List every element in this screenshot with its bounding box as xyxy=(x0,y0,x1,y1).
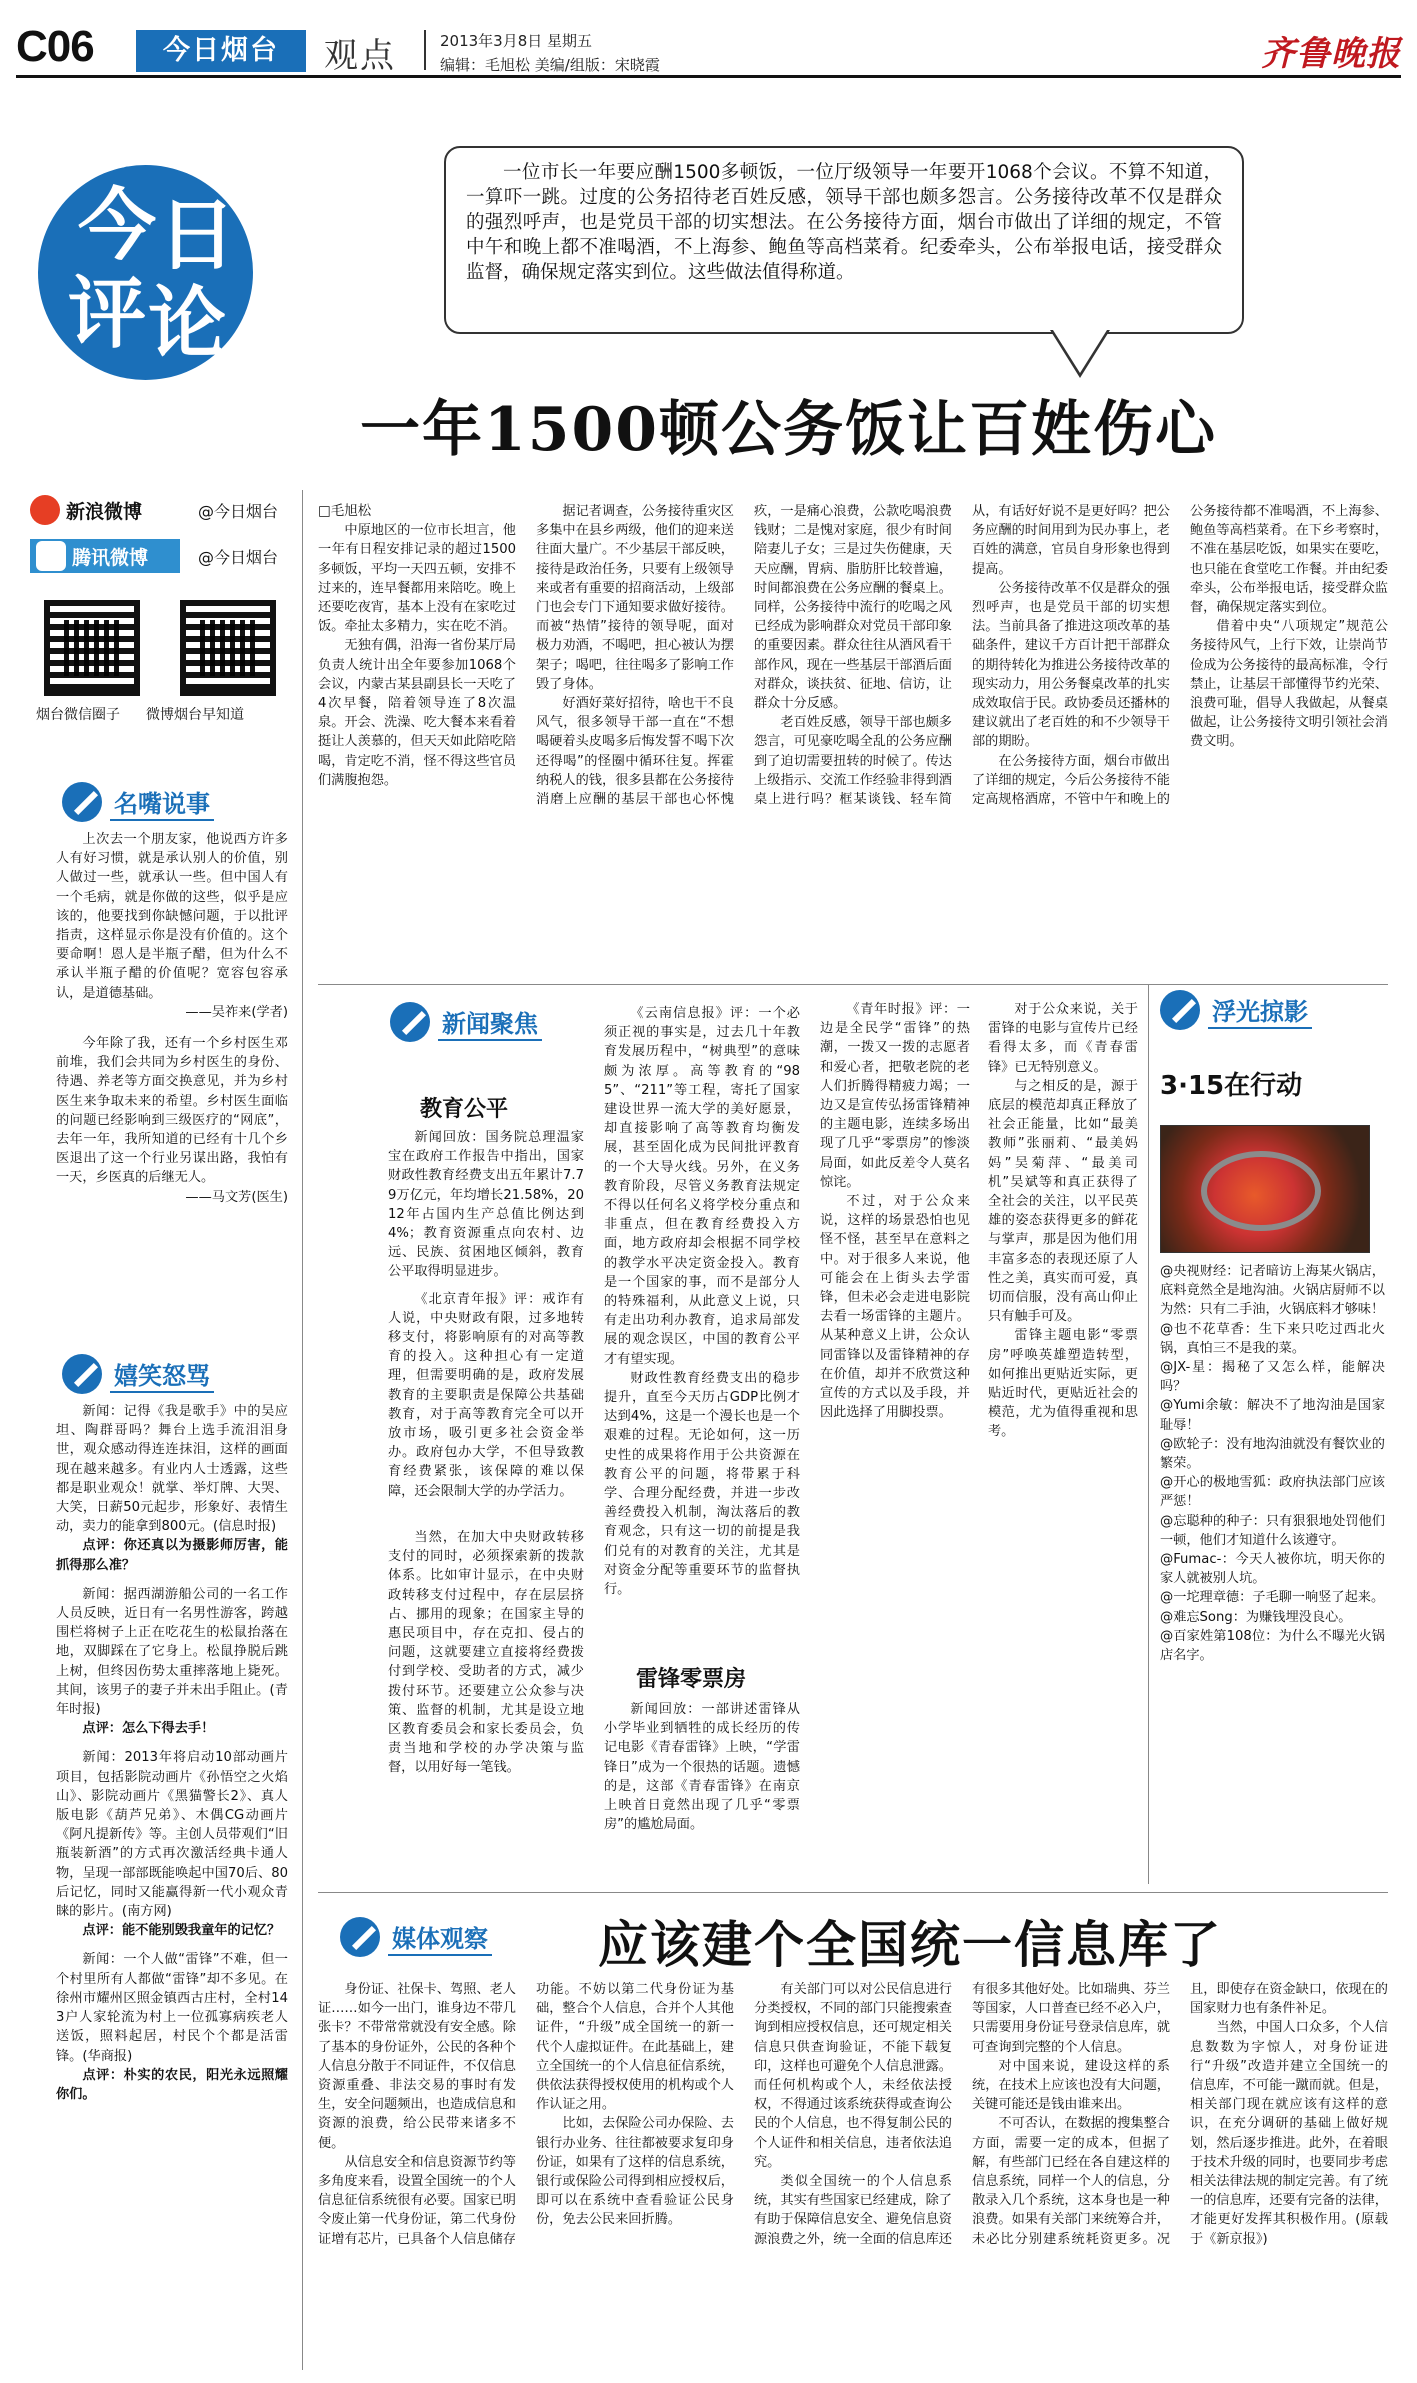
xixiao-column xyxy=(56,1402,288,2362)
article-paragraph: 不可否认，在数据的搜集整合方面，需要一定的成本，但据了解，有些部门已经在各自建这样的信息系统，同样一个人的信息，分散录入几个系统，这本身也是一种浪费。如果有关部门来统筹合并，未必比分别建系统耗资更多。况且，即使存在资金缺口，依现在的国家财力也有条件补足。 xyxy=(972,1982,1388,2247)
section-divider xyxy=(424,30,426,70)
weibo-comment: @Yumi余敏：解决不了地沟油是国家耻辱！ xyxy=(1160,1398,1385,1433)
tag-meiti xyxy=(340,1915,492,1959)
page-number: C06 xyxy=(16,22,94,71)
section-sub-label: 观点 xyxy=(324,36,396,76)
pen-icon xyxy=(62,782,102,822)
article-paragraph: 好酒好菜好招待，啥也干不良风气，很多领导干部一直在“不想喝硬着头皮喝多后悔发誓不喝下次还得喝”的怪圈中循环往复。挥霍纳税人的钱，很多县都在公务接待消磨上应酬的基层干部也心怀愧疚，一是痛心浪费，公款吃喝浪费钱财；二是愧对家庭，很少有时间陪妻儿子女；三是过失伤健康，天天应酬，胃病、脂肪肝比较普遍，时间都浪费在公务应酬的餐桌上。同样，公务接待中流行的吃喝之风已经成为影响群众对党员干部印象的重要因素。群众往往从酒风看干部作风，现在一些基层干部酒后面对群众，谈扶贫、征地、信访，让群众十分反感。 xyxy=(536,504,952,808)
logo-char: 今 xyxy=(78,180,157,271)
weibo-comment: @欧轮子：没有地沟油就没有餐饮业的繁荣。 xyxy=(1160,1436,1385,1472)
weibo-comment: @百家姓第108位：为什么不曝光火锅店名字。 xyxy=(1160,1628,1385,1664)
tag-label: 嬉笑怒骂 xyxy=(110,1356,214,1393)
article-paragraph: 借着中央“八项规定”规范公务接待风气，上行下效，让崇尚节俭成为公务接待的最高标准，令行禁止，让基层干部懂得节约光荣、浪费可耻，倡导人我做起，从餐桌做起，让公务接待文明引领社会消费文明。 xyxy=(1190,619,1388,750)
weibo-comment: @开心的极地雪狐：政府执法部门应该严惩！ xyxy=(1160,1475,1385,1510)
quote-source: ——马文芳(医生) xyxy=(185,1189,288,1205)
logo-char: 日 xyxy=(158,190,237,281)
xinwen-column-2 xyxy=(604,1004,800,1654)
paper-logo: 齐鲁晚报 xyxy=(1261,34,1401,74)
subhead-leifeng: 雷锋零票房 xyxy=(636,1667,747,1692)
sina-weibo-name: 新浪微博 xyxy=(66,500,143,523)
tag-xixiao xyxy=(62,1352,214,1396)
news-comment: 点评：能不能别毁我童年的记忆？ xyxy=(82,1923,281,1939)
qr-code-icon[interactable] xyxy=(180,600,276,696)
article-paragraph: 有关部门可以对公民信息进行分类授权，不同的部门只能搜索查询到相应授权信息，还可规定相关信息只供查询验证，不能下载复印，这样也可避免个人信息泄露。而任何机构或个人，未经依法授权，不得通过该系统获得或查询公民的个人信息，也不得复制公民的个人证件和相关信息，违者依法追究。 xyxy=(754,1982,952,2170)
qr-labels xyxy=(30,704,300,724)
tencent-weibo-logo xyxy=(30,539,180,573)
section-label: 今日烟台 xyxy=(136,30,306,72)
bubble-tail-inner xyxy=(1053,330,1107,373)
subhead-education: 教育公平 xyxy=(420,1097,509,1122)
article-byline: □毛旭松 xyxy=(318,503,372,519)
hotpot-photo xyxy=(1160,1125,1370,1253)
news-item: 新闻：据西湖游船公司的一名工作人员反映，近日有一名男性游客，跨越围栏将树子上正在吃花生的松鼠抬落在地，双脚踩在了它身上。松鼠挣脱后跳上树，但终因伤势太重摔落地上毙死。其间，该男子的妻子并未出手阻止。(青年时报) xyxy=(56,1586,288,1718)
quote-text: 今年除了我，还有一个乡村医生邓前堆，我们会共同为乡村医生的身份、待遇、养老等方面交换意见，并为乡村医生来争取未来的希望。乡村医生面临的问题已经影响到三级医疗的“网底”，去年一年，我所知道的已经有十几个乡医退出了这一个行业另谋出路，我怕有一天，乡医真的后继无人。 xyxy=(56,1036,288,1186)
review-paragraph: 财政性教育经费支出的稳步提升，直至今天历占GDP比例才达到4%，这是一个漫长也是一个艰难的过程。无论如何，这一历史性的成果将作用于公共资源在教育公平的问题，将带累于科学、合理分配经费，并进一步改善经费投入机制，淘汰落后的教育观念，只有这一切的前提是我们兑有的对教育的关注，尤其是对资金分配等重要环节的监督执行。 xyxy=(604,1370,800,1598)
xinwen-column-1 xyxy=(388,1128,584,1528)
article-paragraph: 据记者调查，公务接待重灾区多集中在县乡两级，他们的迎来送往面大量广。不少基层干部反映，接待是政治任务，只要有上级领导来或者有重要的招商活动，上级部门也会专门下通知要求做好接待。而被“热情”接待的领导呢，面对极力劝酒，不喝吧，担心被认为摆架子；喝吧，往往喝多了影响工作毁了身体。 xyxy=(536,504,734,692)
news-comment: 点评：朴实的农民，阳光永远照耀你们。 xyxy=(56,2067,288,2102)
review-paragraph: 不过，对于公众来说，这样的场景恐怕也见怪不怪，甚至早在意料之中。对于很多人来说，他可能会在上街头去学雷锋，但未必会走进电影院去看一场雷锋的主题片。从某种意义上讲，公众认同雷锋以及雷锋精神的存在价值，却并不欣赏这种宣传的方式以及手段，并因此选择了用脚投票。 xyxy=(820,1194,970,1421)
article-paragraph: 中原地区的一位市长坦言，他一年有日程安排记录的超过1500多顿饭，平均一天四五顿，安排不过来的，连早餐都用来陪吃。晚上还要吃夜宵，基本上没有在家吃过饭。牵扯太多精力，实在吃不消。 xyxy=(318,523,516,635)
weibo-comments-list xyxy=(1160,1262,1385,1882)
pen-icon xyxy=(340,1917,380,1957)
meiti-article-body xyxy=(318,1980,1388,2370)
news-comment: 点评：你还真以为摄影师厉害，能抓得那么准？ xyxy=(56,1538,288,1573)
pot-shape xyxy=(1201,1151,1321,1231)
tencent-weibo-icon xyxy=(36,541,66,571)
review-paragraph: 《云南信息报》评：一个必须正视的事实是，过去几十年教育发展历程中，“树典型”的意味颇为浓厚。高等教育的“985”、“211”等工程，寄托了国家建设世界一流大学的美好愿景，却直接影响了高等教育均衡发展，甚至固化成为民间批评教育的一个大导火线。另外，在义务教育阶段，尽管义务教育法规定不得以任何名义将学校分重点和非重点，但在教育经费投入方面，地方政府却会根据不同学校的教学水平决定资金投入。教育是一个国家的事，而不是部分人的特殊福利，从此意义上说，只有走出功利办教育，追求局部发展的观念误区，中国的教育公平才有望实现。 xyxy=(604,1006,800,1367)
column-logo xyxy=(38,165,253,380)
article-paragraph: 对中国来说，建设这样的系统，在技术上应该也没有大问题，关键可能还是钱由谁来出。 xyxy=(972,2058,1170,2113)
mingzui-column xyxy=(56,830,288,1340)
masthead xyxy=(16,20,1401,78)
qr-label: 微博烟台早知道 xyxy=(146,707,244,723)
review-paragraph: 对于公众来说，关于雷锋的电影与宣传片已经看得太多，而《青春雷锋》已无特别意义。 xyxy=(988,1002,1138,1075)
weibo-comment: @忘聪种的种子：只有狠狠地处罚他们一顿，他们才知道什么该遵守。 xyxy=(1160,1513,1385,1548)
tag-fuguang xyxy=(1160,988,1312,1032)
weibo-comment: @难忘Song：为赚钱埋没良心。 xyxy=(1160,1609,1352,1625)
xinwen-column-3 xyxy=(820,1000,1138,1880)
article-paragraph: 无独有偶，沿海一省份某厅局负责人统计出全年要参加1068个会议，内蒙古某县副县长一天吃了4次早餐，陪着领导连了8次温泉。开会、洗澡、吃大餐本来看着挺让人羡慕的，但天天如此陪吃陪喝，肯定吃不消，怪不得这些官员们满腹抱怨。 xyxy=(318,638,516,788)
editor-line: 编辑：毛旭松 美编/组版：宋晓霞 xyxy=(440,56,660,74)
article-paragraph: 老百姓反感，领导干部也颇多怨言，可见豪吃喝全乱的公务应酬到了迫切需要扭转的时候了。传达上级指示、交流工作经验非得到酒桌上进行吗？框某谈钱、轻车简从，有话好好说不是更好吗？把公务应酬的时间用到为民办事上，老百姓的满意，官员自身形象也得到提高。 xyxy=(754,504,1170,808)
xinwen-column-2b xyxy=(604,1700,800,1880)
sina-weibo-icon xyxy=(30,495,60,525)
news-replay: 新闻回放：国务院总理温家宝在政府工作报告中指出，国家财政性教育经费支出五年累计7.79万亿元，年均增长21.58%，2012年占国内生产总值比例达到4%；教育资源重点向农村、边远、民族、贫困地区倾斜，教育公平取得明显进步。 xyxy=(388,1130,584,1280)
pen-icon xyxy=(1160,990,1200,1030)
pen-icon xyxy=(390,1002,430,1042)
lead-summary-bubble: 一位市长一年要应酬1500多顿饭，一位厅级领导一年要开1068个会议。不算不知道，一算吓一跳。过度的公务招待老百姓反感，领导干部也颇多怨言。公务接待改革不仅是群众的强烈呼声，也是党员干部的切实想法。在公务接待方面，烟台市做出了详细的规定，不管中午和晚上都不准喝酒，不上海参、鲍鱼等高档菜肴。纪委牵头，公布举报电话，接受群众监督，确保规定落实到位。这些做法值得称道。 xyxy=(444,146,1244,334)
tag-label: 新闻聚焦 xyxy=(438,1004,542,1041)
tencent-weibo-name: 腾讯微博 xyxy=(72,546,149,569)
weibo-row-sina[interactable] xyxy=(30,490,300,530)
section-divider-line xyxy=(318,984,1388,985)
news-item: 新闻：一个人做“雷锋”不难，但一个村里所有人都做“雷锋”却不多见。在徐州市耀州区照金镇西古庄村，全村143户人家轮流为村上一位孤寡病疾老人送饭，照料起居，村民个个都是活雷锋。(华商报) xyxy=(56,1952,288,2064)
article-paragraph: 在公务接待方面，烟台市做出了详细的规定，今后公务接待不能定高规格酒席，不管中午和晚上的公务接待都不准喝酒，不上海参、鲍鱼等高档菜肴。在下乡考察时，不准在基层吃饭，如果实在要吃，也只能在食堂吃工作餐。并由纪委牵头，公布举报电话，接受群众监督，确保规定落实到位。 xyxy=(972,504,1388,808)
tag-mingzui xyxy=(62,780,214,824)
logo-char: 论 xyxy=(148,278,227,369)
article-paragraph: 身份证、社保卡、驾照、老人证……如今一出门，谁身边不带几张卡？不带常常就没有安全感。除了基本的身份证外，公民的各种个人信息分散于不同证件，不仅信息资源重叠、非法交易的事时有发生，安全问题频出，也造成信息和资源的浪费，给公民带来诸多不便。 xyxy=(318,1982,516,2151)
column-divider xyxy=(1148,984,1149,1884)
news-replay: 新闻回放：一部讲述雷锋从小学毕业到牺牲的成长经历的传记电影《青春雷锋》上映，“学雷锋日”成为一个很热的话题。遗憾的是，这部《青春雷锋》在南京上映首日竟然出现了几乎“零票房”的尴尬局面。 xyxy=(604,1702,800,1833)
quote-source: ——吴祚来(学者) xyxy=(185,1004,288,1020)
article-paragraph: 当然，中国人口众多，个人信息数数为字惊人，对身份证进行“升级”改造并建立全国统一的信息库，不可能一蹴而就。但是，相关部门现在就应该有这样的意识，在充分调研的基础上做好规划，然后逐步推进。此外，在着眼于技术升级的同时，也要同步考虑相关法律法规的制定完善。有了统一的信息库，还要有完备的法律，才能更好发挥其积极作用。(原载于《新京报》) xyxy=(1190,2020,1388,2247)
review-paragraph: 《北京青年报》评：戒诈有人说，中央财政有限，过多地转移支付，将影响原有的对高等教育的投入。这种担心有一定道理，但需要明确的是，政府发展教育的主要职责是保障公共基础教育，对于高等教育完全可以开放市场，吸引更多社会资金举办。政府包办大学，不但导致教育经费紧张，该保障的难以保障，还会限制大学的办学活力。 xyxy=(388,1291,584,1499)
column-divider xyxy=(302,490,303,2370)
news-item: 新闻：记得《我是歌手》中的吴应坦、陶群哥吗？舞台上选手流泪泪身世，观众感动得连连抹泪，这样的画面现在越来越多。有业内人士透露，这些都是职业观众！就掌、举灯牌、大哭、大笑，日薪50元起步，形象好、表情生动，卖力的能拿到800元。(信息时报) xyxy=(56,1404,288,1535)
second-headline: 应该建个全国统一信息库了 xyxy=(598,1915,1222,1974)
qr-label: 烟台微信圈子 xyxy=(36,707,120,723)
fuguang-title: 3·15在行动 xyxy=(1160,1071,1303,1101)
weibo-comment: @一坨理章德：子毛聊一响竖了起来。 xyxy=(1160,1590,1385,1606)
tencent-weibo-handle: @今日烟台 xyxy=(198,547,279,567)
weibo-comment: @央视财经：记者暗访上海某火锅店，底料竟然全是地沟油。火锅店厨师不以为然：只有二手油，火锅底料才够味！ xyxy=(1160,1264,1385,1318)
social-sidebar xyxy=(30,490,300,724)
pen-icon xyxy=(62,1354,102,1394)
article-paragraph: 从信息安全和信息资源节约等多角度来看，设置全国统一的个人信息征信系统很有必要。国家已明令废止第一代身份证，第二代身份证增有芯片，已具备个人信息储存功能。不妨以第二代身份证为基础，整合个人信息，合并个人其他证件，“升级”成全国统一的新一代个人虚拟证件。在此基础上，建立全国统一的个人信息征信系统，供依法获得授权使用的机构或个人作认证之用。 xyxy=(318,1982,734,2247)
weibo-comment: @Fumac-：今天人被你坑，明天你的家人就被别人坑。 xyxy=(1160,1552,1385,1587)
news-item: 新闻：2013年将启动10部动画片项目，包括影院动画片《孙悟空之火焰山》、影院动画片《黑猫警长2》、真人版电影《葫芦兄弟》、木偶CG动画片《阿凡提新传》等。主创人员带观们“旧瓶装新酒”的方式再次激活经典卡通人物，呈现一部部既能唤起中国70后、80后记忆，同时又能赢得新一代小观众青睐的影片。(南方网) xyxy=(56,1750,288,1920)
date-line: 2013年3月8日 星期五 xyxy=(440,32,593,50)
tag-label: 媒体观察 xyxy=(388,1919,492,1956)
tag-xinwen xyxy=(390,1000,542,1044)
qr-codes xyxy=(30,600,300,696)
main-headline: 一年1500顿公务饭让百姓伤心 xyxy=(360,395,1217,465)
weibo-comment: @也不花草香：生下来只吃过西北火锅，真怕三不是我的菜。 xyxy=(1160,1321,1385,1356)
qr-code-icon[interactable] xyxy=(44,600,140,696)
weibo-row-tencent[interactable] xyxy=(30,536,300,576)
review-paragraph: 当然，在加大中央财政转移支付的同时，必须探索新的拨款体系。比如审计显示，在中央财政转移支付过程中，存在层层挤占、挪用的现象；在国家主导的惠民项目中，存在克扣、侵占的问题，这就要建立直接将经费拨付到学校、受助者的方式，减少拨付环节。还要建立公众参与决策、监督的机制，尤其是设立地区教育委员会和家长委员会，负责当地和学校的办学决策与监督，以用好每一笔钱。 xyxy=(388,1530,584,1776)
quote-text: 上次去一个朋友家，他说西方许多人有好习惯，就是承认别人的价值，别人做过一些，就承认一些。但中国人有一个毛病，就是你做的这些，似乎是应该的，他要找到你缺憾问题，于以批评指责，这样显示你是没有价值的。这个要命啊！恩人是半瓶子醋，但为什么不承认半瓶子醋的价值呢？宽容包容承认，是道德基础。 xyxy=(56,832,288,1001)
weibo-comment: @JX-星：揭秘了又怎么样，能解决吗？ xyxy=(1160,1360,1385,1395)
article-paragraph: 比如，去保险公司办保险、去银行办业务、往往都被要求复印身份证，如果有了这样的信息系统，银行或保险公司得到相应授权后，即可以在系统中查看验证公民身份，免去公民来回折腾。 xyxy=(536,2116,734,2228)
sina-weibo-logo xyxy=(30,493,180,527)
sina-weibo-handle: @今日烟台 xyxy=(198,501,279,521)
review-paragraph: 与之相反的是，源于底层的模范却真正释放了社会正能量，比如“最美教师”张丽莉、“最美妈妈”吴菊萍、“最美司机”吴斌等和真正获得了全社会的关注，以平民英雄的姿态获得更多的鲜花与掌声，那是因为他们用丰富多态的表现还原了人性之美，真实而可爱，真切而信服，没有高山仰止只有触手可及。 xyxy=(988,1078,1138,1325)
news-comment: 点评：怎么下得去手！ xyxy=(82,1721,215,1737)
tag-label: 浮光掠影 xyxy=(1208,992,1312,1029)
article-paragraph: 类似全国统一的个人信息系统，其实有些国家已经建成，除了有助于保障信息安全、避免信息资源浪费之外，统一全面的信息库还有很多其他好处。比如瑞典、芬兰等国家，人口普查已经不必入户，只需要用身份证号登录信息库，就可查询到完整的个人信息。 xyxy=(754,1982,1170,2247)
tag-label: 名嘴说事 xyxy=(110,784,214,821)
review-paragraph: 雷锋主题电影“零票房”呼唤英雄塑造转型，如何推出更贴近实际，更贴近时代，更贴近社会的模范，尤为值得重视和思考。 xyxy=(988,1328,1138,1440)
xinwen-column-1b xyxy=(388,1528,584,1878)
article-paragraph: 公务接待改革不仅是群众的强烈呼声，也是党员干部的切实想法。当前具备了推进这项改革的基础条件，建议千方百计把干部群众的期待转化为推进公务接待改革的现实动力，用公务餐桌改革的扎实成效取信于民。政协委员还播林的建议就出了老百姓的和不少领导干部的期盼。 xyxy=(972,580,1170,750)
logo-char: 评 xyxy=(68,268,147,359)
review-paragraph: 《青年时报》评：一边是全民学“雷锋”的热潮，一拨又一拨的志愿者和爱心者，把敬老院的老人们折腾得精疲力竭；一边又是宣传弘扬雷锋精神的主题电影，连续多场出现了几乎“零票房”的惨淡局面，如此反差令人莫名惊诧。 xyxy=(820,1002,970,1190)
section-divider-line xyxy=(318,1892,1388,1893)
main-article-body xyxy=(318,502,1388,972)
